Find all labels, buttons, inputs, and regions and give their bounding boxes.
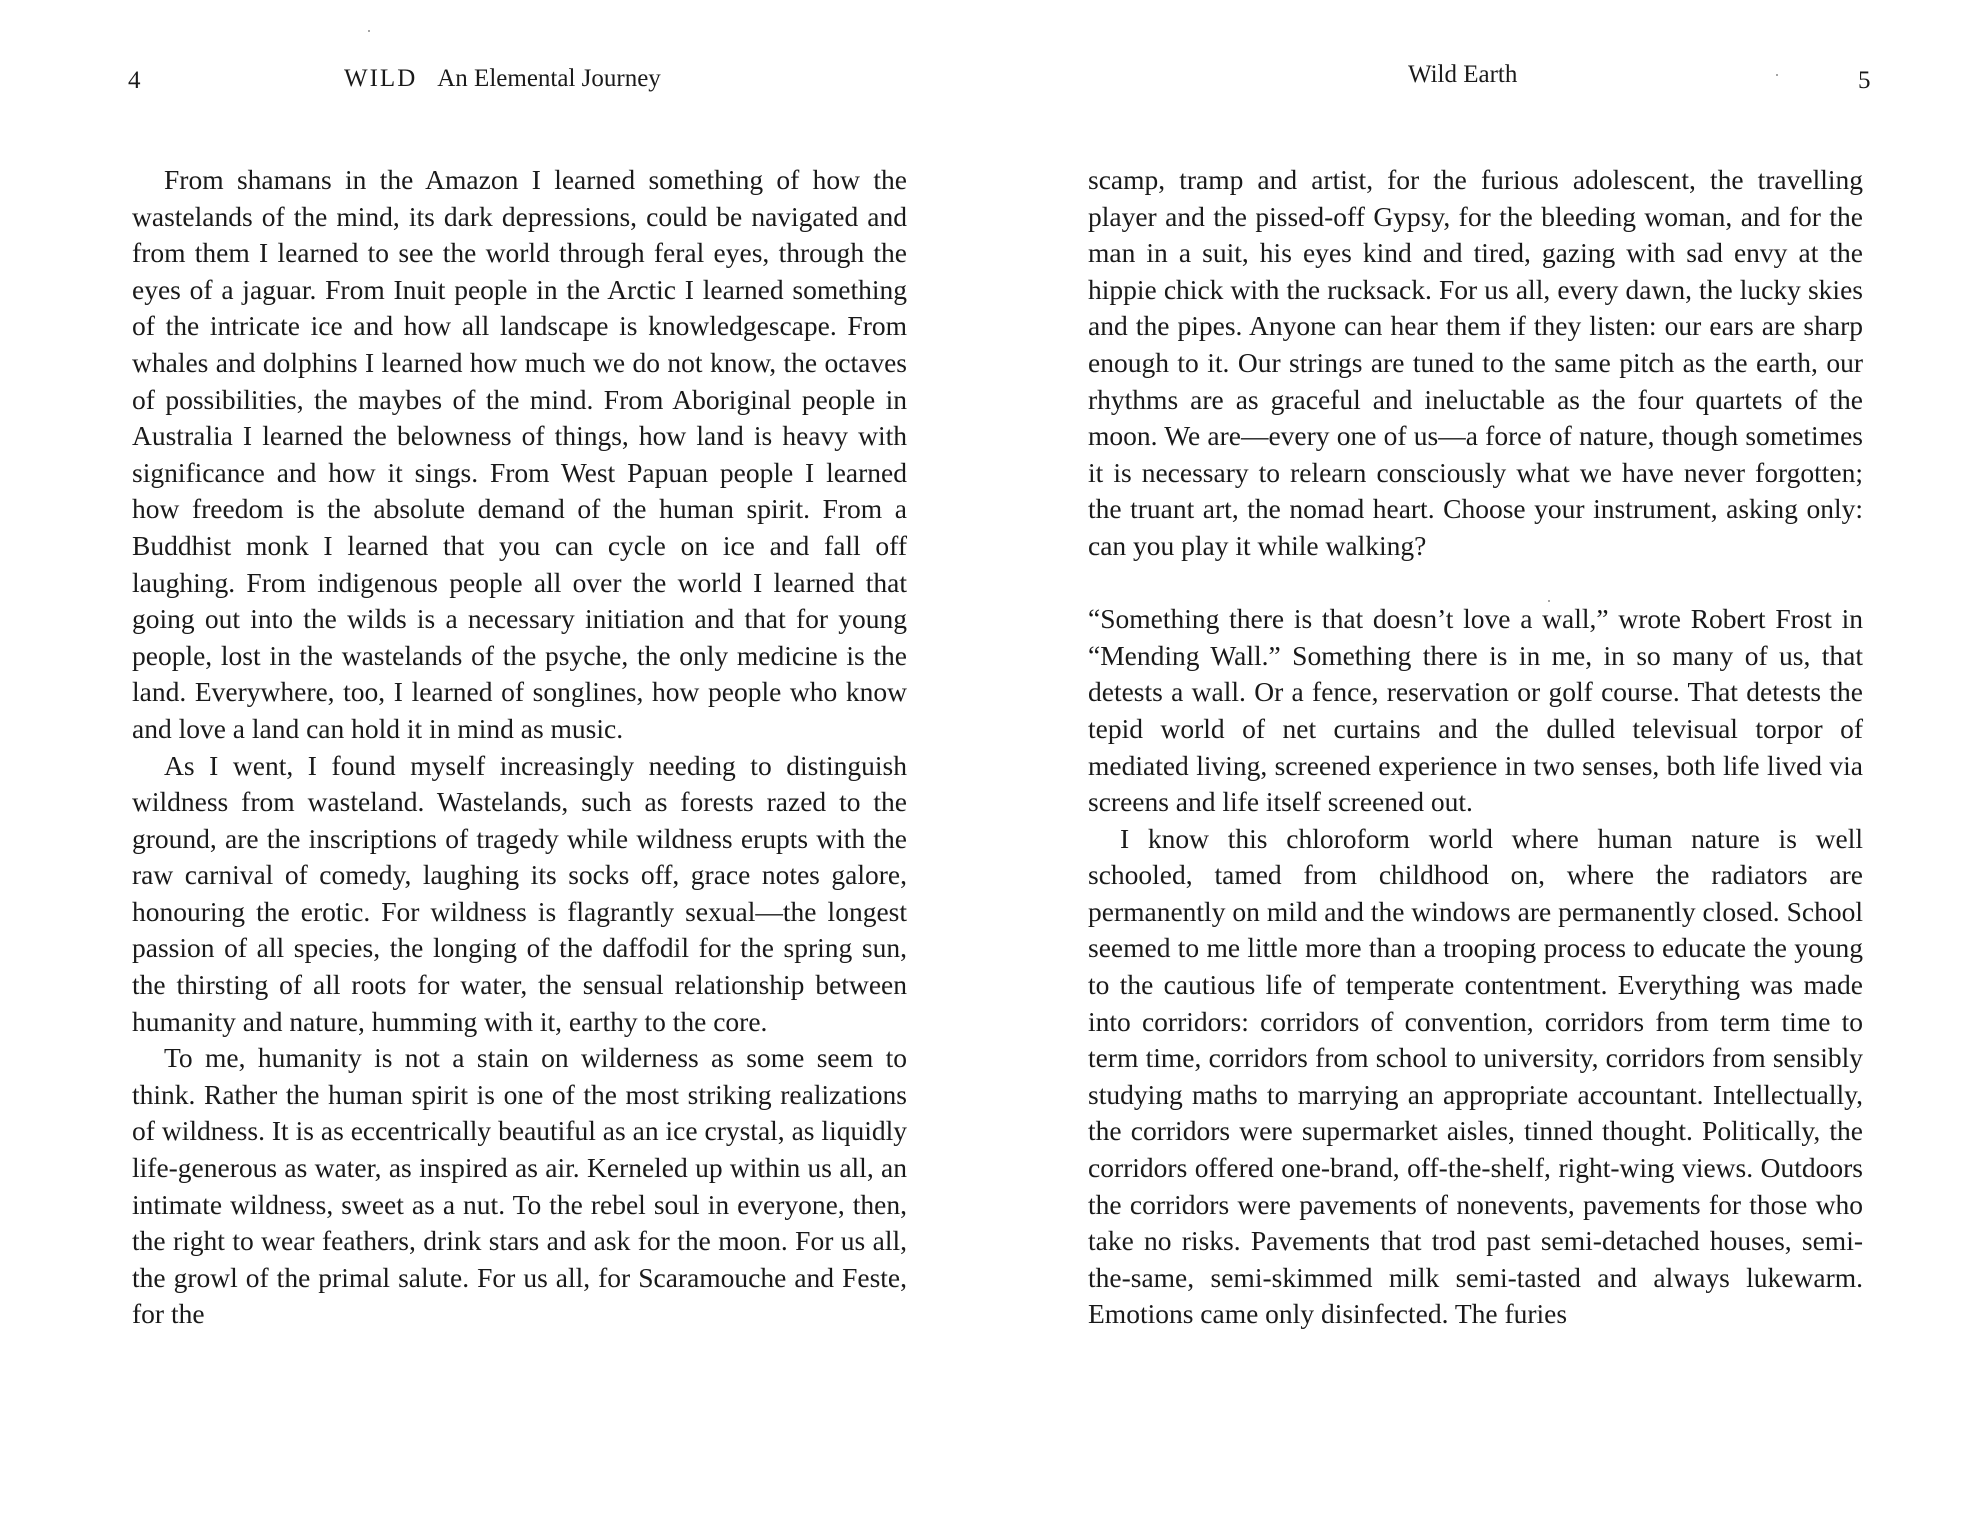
right-paragraph-2: “Something there is that doesn’t love a wall,” wrote Robert Frost in “Mending Wall.” Something there is in me, in so many of us, that detests a wall. Or a fence, reservation or golf course. That detests the tepid world of net curtains and the dulled televisual torpor of mediated living, screened experience in two senses, both life lived via screens and life itself screened out. [1088,603,1863,818]
running-head-subtitle: An Elemental Journey [437,65,661,92]
left-running-head [344,64,661,94]
right-running-head: Wild Earth [1408,61,1518,88]
right-paragraph-3: I know this chloroform world where human nature is well schooled, tamed from childhood on, where the radiators are permanently on mild and the windows are permanently closed. School seemed to me little more than a trooping process to educate the young to the cautious life of temperate contentment. Everything was made into corridors: corridors of convention, corridors from term time to term time, corridors from school to university, corridors from sensibly studying maths to marrying an appropriate accountant. Intellectually, the corridors were supermarket aisles, tinned thought. Politically, the corridors offered one-brand, off-the-shelf, right-wing views. Outdoors the corridors were pavements of nonevents, pavements for those who take no risks. Pavements that trod past semi-detached houses, semi-the-same, semi-skimmed milk semi-tasted and always lukewarm. Emotions came only disinfected. The furies [1088,822,1863,1330]
running-head-book-title: WILD [344,65,418,92]
left-paragraph-1: From shamans in the Amazon I learned something of how the wastelands of the mind, its dark depressions, could be navigated and from them I learned to see the world through feral eyes, through the eyes of a jaguar. From Inuit people in the Arctic I learned something of the intricate ice and how all landscape is knowledgescape. From whales and dolphins I learned how much we do not know, the octaves of possibilities, the maybes of the mind. From Aboriginal people in Australia I learned the belowness of things, how land is heavy with significance and how it sings. From West Papuan people I learned how freedom is the absolute demand of the human spirit. From a Buddhist monk I learned that you can cycle on ice and fall off laughing. From indigenous people all over the world I learned that going out into the wilds is a necessary initiation and that for young people, lost in the wastelands of the psyche, the only medicine is the land. Everywhere, too, I learned of songlines, how people who know and love a land can hold it in mind as music. [132,164,907,744]
right-paragraph-1: scamp, tramp and artist, for the furious adolescent, the travelling player and the pissed-off Gypsy, for the bleeding woman, and for the man in a suit, his eyes kind and tired, gazing with sad envy at the hippie chick with the rucksack. For us all, every dawn, the lucky skies and the pipes. Anyone can hear them if they listen: our ears are sharp enough to it. Our strings are tuned to the same pitch as the earth, our rhythms are as graceful and ineluctable as the four quartets of the moon. We are—every one of us—a force of nature, though sometimes it is necessary to relearn consciously what we have never forgotten; the truant art, the nomad heart. Choose your instrument, asking only: can you play it while walking? [1088,164,1863,561]
left-paragraph-3: To me, humanity is not a stain on wilderness as some seem to think. Rather the human spirit is one of the most striking realizations of wildness. It is as eccentrically beautiful as an ice crystal, as liquidly life-generous as water, as inspired as air. Kerneled up within us all, an intimate wildness, sweet as a nut. To the rebel soul in everyone, then, the right to wear feathers, drink stars and ask for the moon. For us all, the growl of the primal salute. For us all, for Scaramouche and Feste, for the [132,1042,907,1330]
right-page-number: 5 [1858,67,1871,94]
right-body-text [1088,162,1863,1333]
scan-speck [368,30,370,32]
left-page-number: 4 [128,67,141,94]
scan-speck [1776,74,1778,76]
left-body-text [132,162,907,1333]
left-paragraph-2: As I went, I found myself increasingly needing to distinguish wildness from wasteland. Wastelands, such as forests razed to the ground, are the inscriptions of tragedy while wildness erupts with the raw carnival of comedy, laughing its socks off, grace notes galore, honouring the erotic. For wildness is flagrantly sexual—the longest passion of all species, the longing of the daffodil for the spring sun, the thirsting of all roots for water, the sensual relationship between humanity and nature, humming with it, earthy to the core. [132,749,907,1037]
scan-speck [1548,600,1550,602]
right-page [988,0,1976,1540]
